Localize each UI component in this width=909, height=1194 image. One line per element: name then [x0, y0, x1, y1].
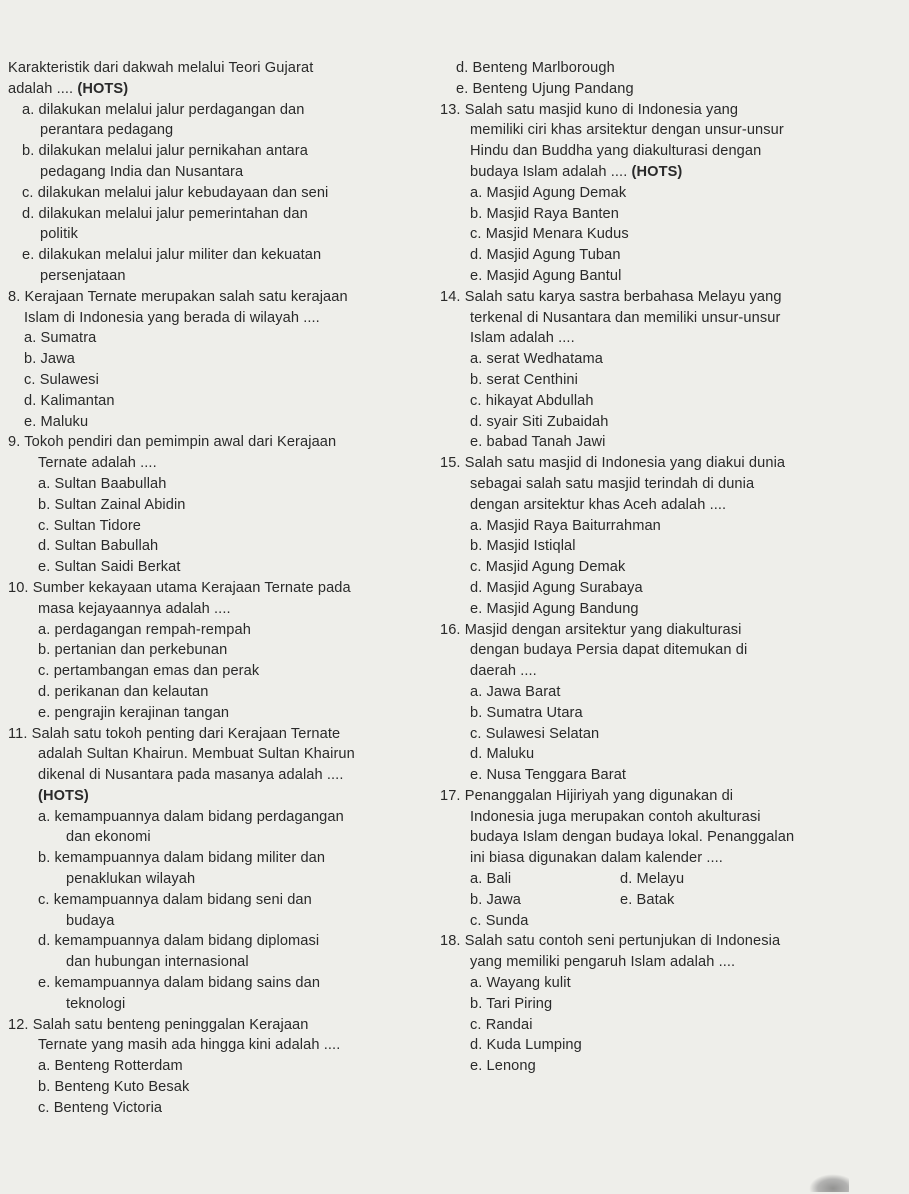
question-18 [440, 931, 900, 1077]
question-17 [440, 786, 900, 932]
option-d: d. Benteng Marlborough [456, 60, 615, 76]
option-b: b. Masjid Istiqlal [470, 538, 576, 555]
option-d: d. Kuda Lumping [470, 1037, 582, 1054]
question-text: daerah .... [470, 663, 537, 680]
left-column [8, 58, 428, 1119]
option-a: a. Benteng Rotterdam [38, 1058, 183, 1075]
option-b: b. serat Centhini [470, 371, 578, 388]
question-text: dikenal di Nusantara pada masanya adalah .... [38, 767, 344, 784]
option-e: e. babad Tanah Jawi [470, 434, 606, 451]
option-b: b. Sultan Zainal Abidin [38, 496, 186, 513]
option-a: a. Masjid Raya Baiturrahman [470, 517, 661, 534]
question-text: 9. Tokoh pendiri dan pemimpin awal dari Kerajaan [8, 434, 337, 451]
option-d: d. Melayu [620, 871, 685, 888]
page-corner-smudge [809, 1174, 849, 1192]
option-e-cont: teknologi [66, 995, 126, 1012]
option-c: c. Randai [470, 1016, 533, 1033]
option-c: c. Sultan Tidore [38, 517, 142, 534]
question-10 [8, 578, 428, 724]
right-column [440, 58, 900, 1077]
option-a: a. Sultan Baabullah [38, 475, 167, 492]
option-d: d. Kalimantan [24, 392, 115, 409]
option-c: c. Sulawesi Selatan [470, 725, 600, 742]
question-text: masa kejayaannya adalah .... [38, 600, 231, 617]
option-a: a. kemampuannya dalam bidang perdagangan [38, 808, 344, 825]
question-text: memiliki ciri khas arsitektur dengan unsur-unsur [470, 122, 784, 139]
option-b: b. Jawa [24, 351, 75, 368]
option-e: e. Masjid Agung Bantul [470, 267, 622, 284]
question-text: 16. Masjid dengan arsitektur yang diakulturasi [440, 621, 742, 638]
option-c: c. Masjid Menara Kudus [470, 226, 629, 243]
option-e: e. Benteng Ujung Pandang [456, 80, 634, 97]
option-c: c. kemampuannya dalam bidang seni dan [38, 891, 312, 908]
option-a: a. perdagangan rempah-rempah [38, 621, 251, 638]
option-d: d. perikanan dan kelautan [38, 683, 209, 700]
option-b: b. kemampuannya dalam bidang militer dan [38, 850, 326, 867]
option-e-cont: persenjataan [40, 267, 126, 284]
option-b: b. pertanian dan perkebunan [38, 642, 228, 659]
option-d-cont: dan hubungan internasional [66, 954, 249, 971]
question-text: 10. Sumber kekayaan utama Kerajaan Ternate pada [8, 579, 351, 596]
option-d: d. kemampuannya dalam bidang diplomasi [38, 933, 320, 950]
option-a: a. Sumatra [24, 330, 97, 347]
option-d: d. dilakukan melalui jalur pemerintahan dan [22, 205, 308, 222]
hots-tag [8, 786, 428, 807]
question-text: dengan arsitektur khas Aceh adalah .... [470, 496, 727, 513]
question-text: adalah Sultan Khairun. Membuat Sultan Khairun [38, 746, 355, 763]
option-row [440, 911, 900, 932]
question-text: ini biasa digunakan dalam kalender .... [470, 850, 723, 867]
option-a: a. serat Wedhatama [470, 351, 603, 368]
question-text: Ternate yang masih ada hingga kini adalah .... [38, 1037, 341, 1054]
question-text [8, 79, 428, 100]
option-d: d. Maluku [470, 746, 535, 763]
option-c: c. Masjid Agung Demak [470, 559, 626, 576]
option-d: d. Masjid Agung Tuban [470, 247, 621, 264]
option-c: c. dilakukan melalui jalur kebudayaan dan seni [22, 184, 329, 201]
question-8 [8, 287, 428, 433]
question-text: Islam di Indonesia yang berada di wilayah .... [24, 309, 320, 326]
hots-tag: (HOTS) [631, 163, 683, 180]
question-text: 14. Salah satu karya sastra berbahasa Melayu yang [440, 288, 782, 305]
question-14 [440, 287, 900, 453]
question-text: Islam adalah .... [470, 330, 575, 347]
option-b-cont: penaklukan wilayah [66, 871, 196, 888]
option-e: e. Maluku [24, 413, 89, 430]
question-text: 18. Salah satu contoh seni pertunjukan di Indonesia [440, 933, 781, 950]
option-d: d. Masjid Agung Surabaya [470, 579, 643, 596]
option-a: a. Bali [470, 871, 512, 888]
question-text: 15. Salah satu masjid di Indonesia yang diakui dunia [440, 455, 786, 472]
option-c: c. Benteng Victoria [38, 1099, 163, 1116]
question-9 [8, 432, 428, 578]
question-text: 17. Penanggalan Hijiriyah yang digunakan di [440, 787, 734, 804]
question-12 [8, 1015, 428, 1119]
option-e: e. Batak [620, 891, 675, 908]
question-text: Ternate adalah .... [38, 455, 157, 472]
option-b: b. dilakukan melalui jalur pernikahan antara [22, 143, 308, 160]
hots-tag-text: (HOTS) [38, 787, 89, 804]
question-text: dengan budaya Persia dapat ditemukan di [470, 642, 748, 659]
option-row [440, 869, 900, 890]
option-c-cont: budaya [66, 912, 115, 929]
option-c: c. Sulawesi [24, 371, 99, 388]
option-a: a. Masjid Agung Demak [470, 184, 627, 201]
question-text [440, 162, 900, 183]
option-a: a. dilakukan melalui jalur perdagangan dan [22, 101, 305, 118]
option-e: e. Nusa Tenggara Barat [470, 767, 627, 784]
option-d: d. syair Siti Zubaidah [470, 413, 609, 430]
question-text: Hindu dan Buddha yang diakulturasi dengan [470, 143, 762, 160]
option-c: c. Sunda [470, 912, 529, 929]
option-b: b. Masjid Raya Banten [470, 205, 619, 222]
question-text-part: budaya Islam adalah .... [470, 163, 632, 180]
question-text: budaya Islam dengan budaya lokal. Penanggalan [470, 829, 795, 846]
hots-tag: (HOTS) [77, 80, 129, 97]
question-text: 13. Salah satu masjid kuno di Indonesia yang [440, 101, 739, 118]
option-a: a. Jawa Barat [470, 683, 561, 700]
option-e: e. Masjid Agung Bandung [470, 600, 639, 617]
option-d: d. Sultan Babullah [38, 538, 159, 555]
question-text: sebagai salah satu masjid terindah di dunia [470, 475, 755, 492]
question-text: 11. Salah satu tokoh penting dari Kerajaan Ternate [8, 725, 341, 742]
option-b-cont: pedagang India dan Nusantara [40, 163, 244, 180]
option-b: b. Jawa [470, 891, 521, 908]
question-text: Karakteristik dari dakwah melalui Teori Gujarat [8, 60, 314, 76]
option-e: e. Lenong [470, 1058, 536, 1075]
question-text: 8. Kerajaan Ternate merupakan salah satu kerajaan [8, 288, 348, 305]
option-e: e. kemampuannya dalam bidang sains dan [38, 975, 321, 992]
question-13 [440, 100, 900, 287]
option-e: e. dilakukan melalui jalur militer dan kekuatan [22, 247, 322, 264]
question-11 [8, 724, 428, 1015]
option-e: e. Sultan Saidi Berkat [38, 559, 181, 576]
option-a-cont: dan ekonomi [66, 829, 151, 846]
option-a-cont: perantara pedagang [40, 122, 174, 139]
option-e: e. pengrajin kerajinan tangan [38, 704, 230, 721]
option-row [440, 890, 900, 911]
question-text-part: adalah .... [8, 80, 78, 97]
option-a: a. Wayang kulit [470, 975, 571, 992]
option-b: b. Benteng Kuto Besak [38, 1079, 190, 1096]
question-text: 12. Salah satu benteng peninggalan Kerajaan [8, 1016, 309, 1033]
question-gujarat [8, 58, 428, 287]
question-text: terkenal di Nusantara dan memiliki unsur-unsur [470, 309, 781, 326]
option-b: b. Sumatra Utara [470, 704, 583, 721]
question-15 [440, 453, 900, 619]
question-16 [440, 620, 900, 786]
option-c: c. pertambangan emas dan perak [38, 663, 260, 680]
option-b: b. Tari Piring [470, 995, 553, 1012]
option-c: c. hikayat Abdullah [470, 392, 594, 409]
option-d-cont: politik [40, 226, 79, 243]
question-text: Indonesia juga merupakan contoh akulturasi [470, 808, 761, 825]
question-text: yang memiliki pengaruh Islam adalah .... [470, 954, 736, 971]
